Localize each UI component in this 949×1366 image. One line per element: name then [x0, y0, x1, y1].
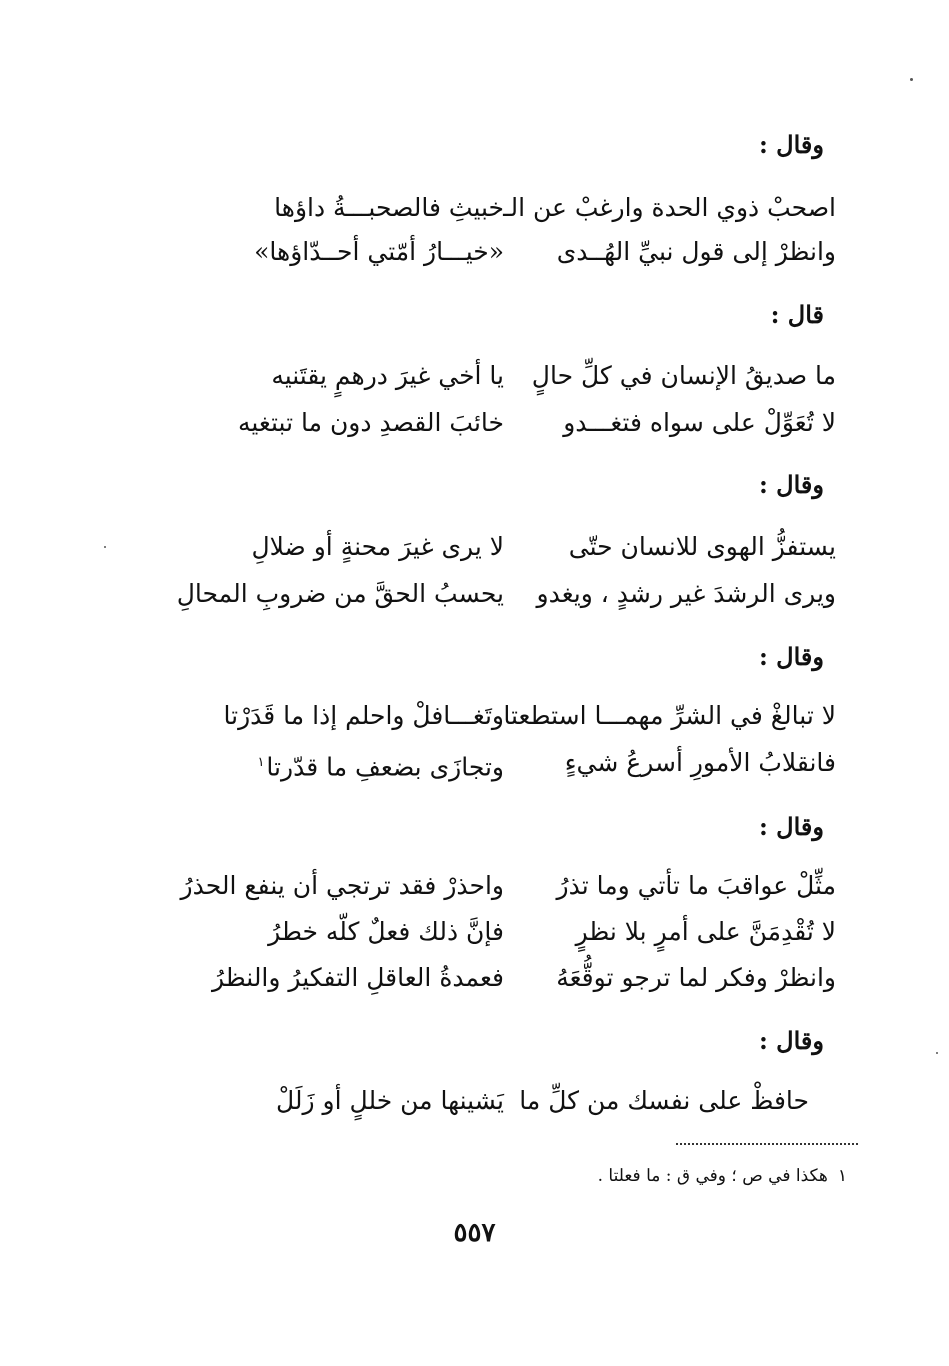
- verse-line: [0, 188, 949, 228]
- verse-second-hemistich: لا يرى غيرَ محنةٍ أو ضلالِ: [251, 532, 504, 561]
- verse-first-hemistich: فانقلابُ الأمورِ أسرعُ شيءٍ: [564, 748, 836, 777]
- verse-first-hemistich: ويرى الرشدَ غير رشدٍ ، ويغدو: [536, 579, 836, 608]
- stanza-heading: وقال :: [758, 470, 824, 499]
- verse-first-hemistich: مثِّلْ عواقبَ ما تأتي وما تذرُ: [556, 871, 836, 900]
- footnote: [598, 1166, 847, 1186]
- verse-first-hemistich: لا تبالغْ في الشرِّ مهمـــا استطعتا: [503, 701, 836, 730]
- verse-first-hemistich: حافظْ على نفسك من كلِّ ما: [519, 1086, 809, 1115]
- verse-first-hemistich: ما صديقُ الإنسان في كلِّ حالٍ: [531, 361, 836, 390]
- footnote-marker: ١: [257, 755, 265, 770]
- verse-line: [0, 696, 949, 736]
- verse-second-hemistich: «خيـــارُ أمّتي أحــدّاؤها»: [254, 237, 504, 266]
- verse-line: [0, 232, 949, 272]
- stanza-heading: قال :: [770, 300, 824, 329]
- verse-second-hemistich: فعمدةُ العاقلِ التفكيرُ والنظرُ: [211, 963, 504, 992]
- verse-line: [0, 356, 949, 396]
- verse-second-hemistich: واحذرْ فقد ترتجي أن ينفع الحذرُ: [180, 871, 504, 900]
- footnote-separator: [676, 1143, 858, 1145]
- footnote-text: هكذا في ص ؛ وفي ق : ما فعلتا .: [597, 1166, 828, 1186]
- verse-first-hemistich: لا تُقْدِمَنَّ على أمرٍ بلا نظرٍ: [575, 917, 836, 946]
- scan-speck: [104, 546, 106, 548]
- verse-first-hemistich: وانظرْ إلى قول نبيِّ الهُــدى: [556, 237, 836, 266]
- verse-first-hemistich: يستفزُّ الهوى للانسان حتّى: [568, 532, 836, 561]
- stanza-heading: وقال :: [758, 812, 824, 841]
- page-number: ٥٥٧: [453, 1218, 496, 1248]
- verse-first-hemistich: لا تُعَوِّلْ على سواه فتغـــدو: [563, 408, 836, 437]
- verse-line: [0, 866, 949, 906]
- verse-line: [0, 743, 949, 783]
- footnote-number: ١: [837, 1166, 847, 1186]
- scan-speck: [936, 1052, 938, 1054]
- verse-first-hemistich: وانظرْ وفكر لما ترجو توقُّعَهُ: [556, 963, 836, 992]
- verse-second-hemistich-text: وتجازَى بضعفِ ما قدّرتا: [266, 752, 504, 782]
- verse-second-hemistich: خبيثِ فالصحبـــةُ داؤها: [274, 193, 504, 222]
- stanza-heading: وقال :: [758, 1026, 824, 1055]
- stanza-heading: وقال :: [758, 130, 824, 159]
- scan-speck: [910, 78, 913, 81]
- verse-second-hemistich: يا أخي غيرَ درهمٍ يقتَنيه: [271, 361, 504, 390]
- verse-line: [0, 912, 949, 952]
- verse-first-hemistich: اصحبْ ذوي الحدة وارغبْ عن الـ: [503, 193, 836, 222]
- verse-line: [0, 958, 949, 998]
- verse-second-hemistich: يَشينها من خللٍ أو زَلَلْ: [275, 1086, 504, 1115]
- stanza-heading: وقال :: [758, 642, 824, 671]
- verse-second-hemistich: خائبَ القصدِ دون ما تبتغيه: [237, 408, 504, 437]
- verse-second-hemistich: يحسبُ الحقَّ من ضروبِ المحالِ: [176, 579, 504, 608]
- verse-second-hemistich: فإنَّ ذلك فعلٌ كلّه خطرُ: [268, 917, 504, 946]
- verse-line: [0, 403, 949, 443]
- verse-line: [0, 527, 949, 567]
- verse-line: [0, 574, 949, 614]
- verse-second-hemistich: وتَغـــافلْ واحلم إذا ما قَدَرْتا: [223, 701, 504, 730]
- verse-second-hemistich: [257, 743, 504, 783]
- verse-line: [0, 1081, 949, 1121]
